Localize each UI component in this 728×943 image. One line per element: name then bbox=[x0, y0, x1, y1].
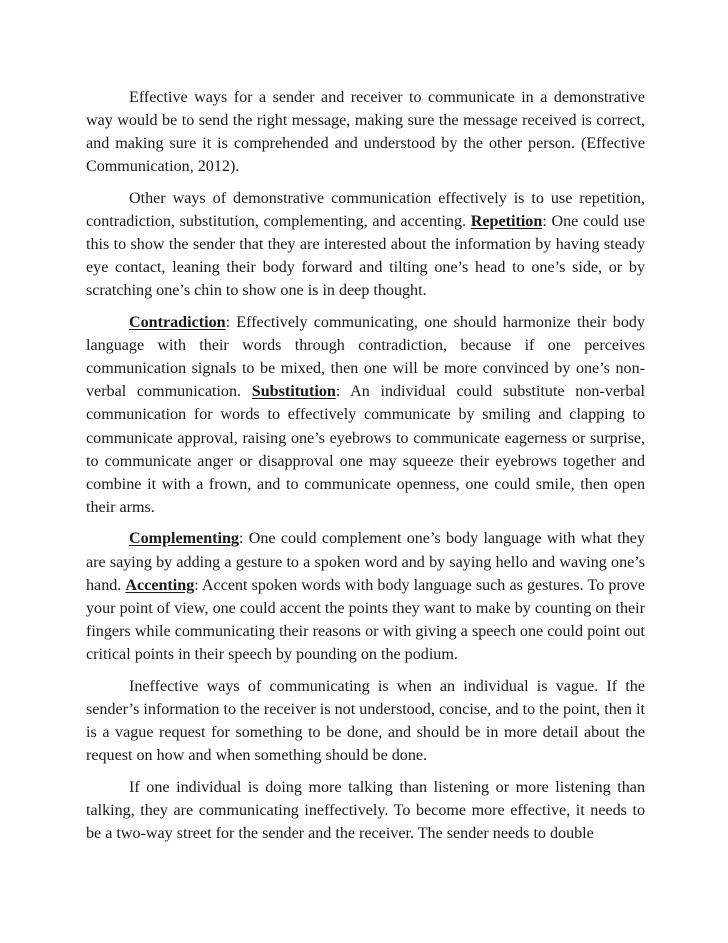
document-body bbox=[86, 86, 645, 853]
paragraph-two-way-street bbox=[86, 776, 645, 845]
term-complementing: Complementing bbox=[129, 530, 239, 548]
substitution-description: : An individual could substitute non-verbal communication for words to effectively communicate by smiling and clapping to communicate approval, raising one’s eyebrows to communicate eagerness or surprise, to communicate anger or disapproval one may squeeze their eyebrows together and combine it with a frown, and to communicate openness, one could smile, then open their arms. bbox=[86, 383, 645, 516]
contradiction-description: : Effectively communicating, one should harmonize their body language with their words through contradiction, because if one perceives communication signals to be mixed, then one will be more convinced by one’s non-verbal communication. bbox=[86, 314, 645, 401]
paragraph-intro-text: Other ways of demonstrative communication effectively is to use repetition, contradiction, substitution, complementing, and accenting. bbox=[86, 189, 645, 231]
term-repetition: Repetition bbox=[470, 213, 543, 231]
paragraph-effective-ways bbox=[86, 86, 645, 178]
term-substitution: Substitution bbox=[251, 383, 336, 401]
complementing-description: : One could complement one’s body language with what they are saying by adding a gesture to a spoken word and by saying hello and waving one’s hand. bbox=[86, 530, 645, 594]
term-contradiction: Contradiction bbox=[129, 314, 226, 332]
paragraph-demonstrative-methods bbox=[86, 187, 645, 302]
paragraph-ineffective-ways bbox=[86, 675, 645, 767]
paragraph-complementing-accenting bbox=[86, 527, 645, 666]
paragraph-text: Effective ways for a sender and receiver to communicate in a demonstrative way would be to send the right message, making sure the message received is correct, and making sure it is comprehended and understood by the other person. (Effective Communication, 2012). bbox=[86, 89, 645, 176]
paragraph-contradiction-substitution bbox=[86, 311, 645, 519]
paragraph-text: Ineffective ways of communicating is when an individual is vague. If the sender’s information to the receiver is not understood, concise, and to the point, then it is a vague request for something to be done, and should be in more detail about the request on how and when something should be done. bbox=[86, 677, 645, 764]
term-accenting: Accenting bbox=[125, 576, 195, 594]
paragraph-text: If one individual is doing more talking than listening or more listening than talking, they are communicating ineffectively. To become more effective, it needs to be a two-way street for the sender and the receiver. The sender needs to double bbox=[86, 778, 645, 842]
repetition-description: : One could use this to show the sender that they are interested about the information by having steady eye contact, leaning their body forward and tilting one’s head to one’s side, or by scratching one’s chin to show one is in deep thought. bbox=[86, 213, 645, 300]
accenting-description: : Accent spoken words with body language such as gestures. To prove your point of view, one could accent the points they want to make by counting on their fingers while communicating their reasons or with giving a speech one could point out critical points in their speech by pounding on the podium. bbox=[86, 576, 645, 663]
